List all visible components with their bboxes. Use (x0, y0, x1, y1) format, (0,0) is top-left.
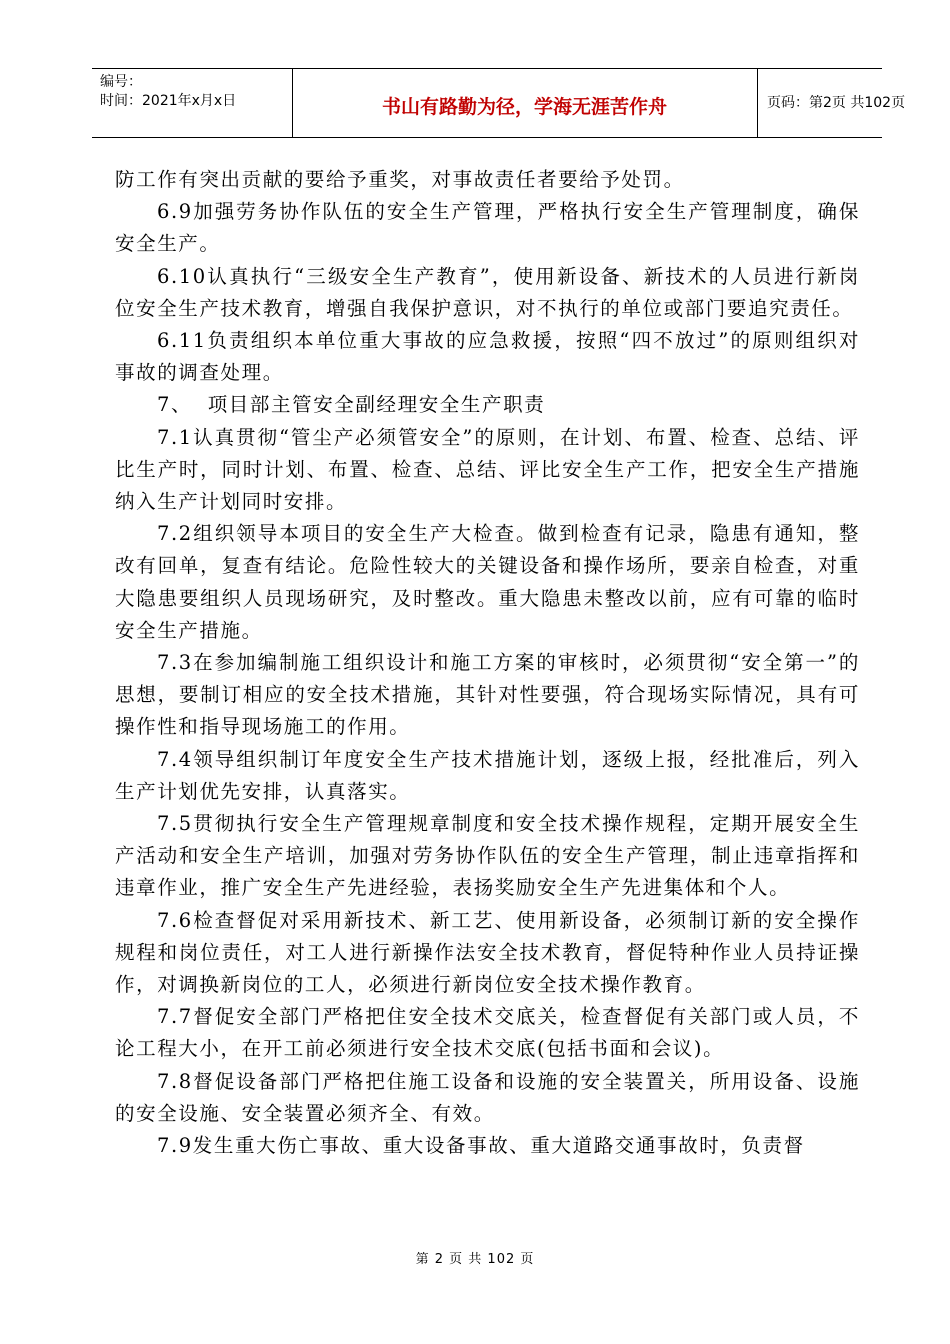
paragraph: 7.9发生重大伤亡事故、重大设备事故、重大道路交通事故时，负责督 (157, 1134, 805, 1158)
paragraph: 7.6检查督促对采用新技术、新工艺、使用新设备，必须制订新的安全操作规程和岗位责任，对工人进行新操作法安全技术教育，督促特种作业人员持证操作，对调换新岗位的工人，必须进行新岗位安全技术操作教育。 (115, 908, 860, 997)
paragraph: 防工作有突出贡献的要给予重奖，对事故责任者要给予处罚。 (115, 168, 685, 191)
paragraph: 7.1认真贯彻“管尘产必须管安全”的原则，在计划、布置、检查、总结、评比生产时，同时计划、布置、检查、总结、评比安全生产工作，把安全生产措施纳入生产计划同时安排。 (115, 425, 860, 514)
paragraph: 7.5贯彻执行安全生产管理规章制度和安全技术操作规程，定期开展安全生产活动和安全生产培训，加强对劳务协作队伍的安全生产管理，制止违章指挥和违章作业，推广安全生产先进经验，表扬奖励安全生产先进集体和个人。 (115, 812, 860, 900)
motto-text: 书山有路勤为径，学海无涯苦作舟 (381, 96, 667, 118)
document-body (115, 164, 860, 1162)
paragraph: 7.2组织领导本项目的安全生产大检查。做到检查有记录，隐患有通知，整改有回单，复查有结论。危险性较大的关键设备和操作场所，要亲自检查，对重大隐患要组织人员现场研究，及时整改。重大隐患未整改以前，应有可靠的临时安全生产措施。 (115, 522, 860, 642)
header-motto-cell (292, 69, 758, 137)
section-heading: 7、 项目部主管安全副经理安全生产职责 (157, 393, 546, 417)
paragraph: 6.9加强劳务协作队伍的安全生产管理，严格执行安全生产管理制度，确保安全生产。 (115, 200, 860, 256)
serial-label: 编号： (100, 74, 142, 90)
page-info: 页码：第2页 共102页 (767, 95, 906, 111)
paragraph: 6.11负责组织本单位重大事故的应急救援，按照“四不放过”的原则组织对事故的调查处理。 (115, 329, 860, 385)
paragraph: 7.7督促安全部门严格把住安全技术交底关，检查督促有关部门或人员，不论工程大小，在开工前必须进行安全技术交底(包括书面和会议)。 (115, 1005, 860, 1061)
page-footer: 第 2 页 共 102 页 (415, 1252, 535, 1267)
paragraph: 7.4领导组织制订年度安全生产技术措施计划，逐级上报，经批准后，列入生产计划优先安排，认真落实。 (115, 747, 860, 803)
paragraph: 6.10认真执行“三级安全生产教育”，使用新设备、新技术的人员进行新岗位安全生产技术教育，增强自我保护意识，对不执行的单位或部门要追究责任。 (115, 264, 860, 320)
page-header (92, 68, 906, 138)
header-page-cell (757, 69, 906, 137)
paragraph: 7.3在参加编制施工组织设计和施工方案的审核时，必须贯彻“安全第一”的思想，要制订相应的安全技术措施，其针对性要强，符合现场实际情况，具有可操作性和指导现场施工的作用。 (115, 651, 860, 739)
time-line: 时间：2021年x月x日 (100, 93, 237, 109)
header-meta-cell (92, 69, 293, 137)
paragraph: 7.8督促设备部门严格把住施工设备和设施的安全装置关，所用设备、设施的安全设施、安全装置必须齐全、有效。 (115, 1069, 860, 1125)
